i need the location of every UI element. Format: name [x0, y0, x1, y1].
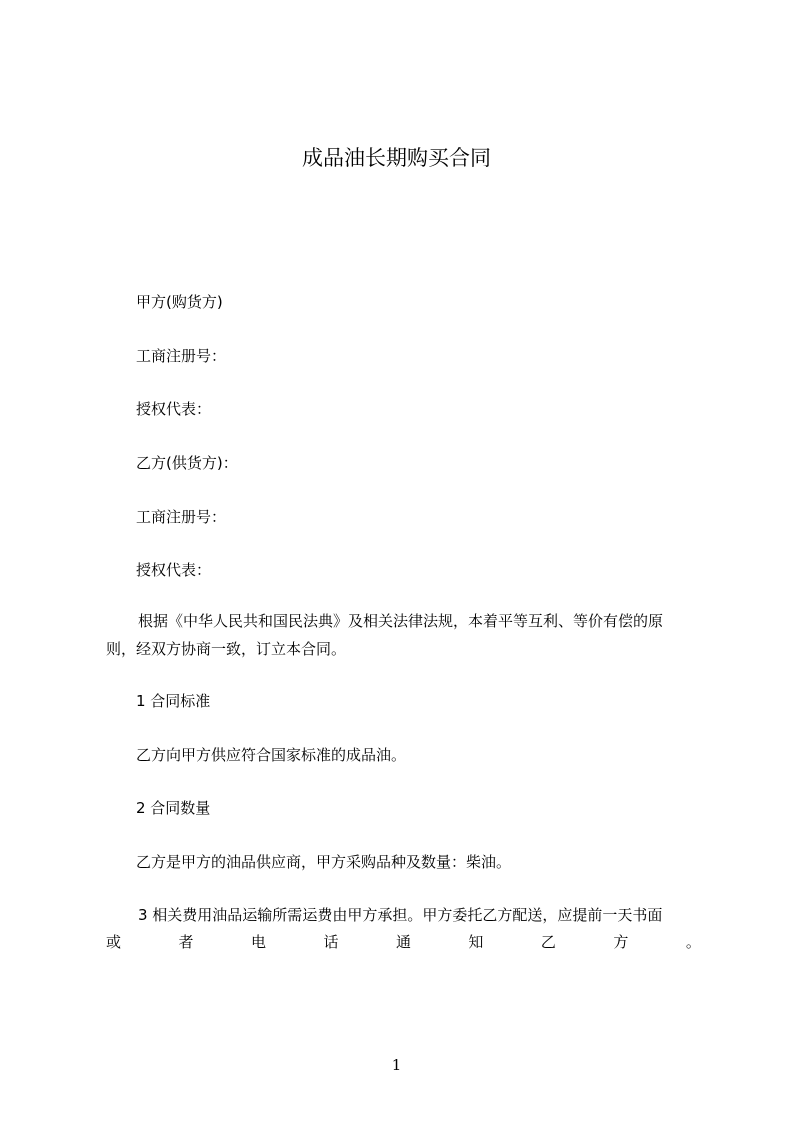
section-3-char: 方 [613, 933, 629, 951]
page-number: 1 [391, 1056, 402, 1074]
preamble-paragraph [106, 607, 701, 663]
section-3-char: 知 [468, 933, 484, 951]
party-b-representative-label: 授权代表： [136, 561, 212, 579]
section-1-text: 乙方向甲方供应符合国家标准的成品油。 [136, 746, 407, 764]
section-3-char: 或 [106, 933, 122, 951]
section-1-heading: 1 合同标准 [136, 692, 211, 710]
party-a-registration-label: 工商注册号： [136, 347, 227, 365]
party-a-label: 甲方(购货方) [136, 293, 223, 311]
preamble-line-1: 根据《中华人民共和国民法典》及相关法律法规，本着平等互利、等价有偿的原 [138, 612, 664, 630]
section-3-char: 话 [323, 933, 339, 951]
section-2-text: 乙方是甲方的油品供应商，甲方采购品种及数量：柴油。 [136, 853, 512, 871]
preamble-line-2: 则，经双方协商一致，订立本合同。 [106, 640, 347, 658]
party-a-representative-label: 授权代表： [136, 400, 212, 418]
section-3-char: 乙 [540, 933, 556, 951]
section-2-heading: 2 合同数量 [136, 799, 211, 817]
section-3-line-1: 3 相关费用油品运输所需运费由甲方承担。甲方委托乙方配送，应提前一天书面 [138, 906, 663, 924]
section-3-line-2 [106, 932, 701, 952]
section-3-char: 。 [685, 933, 701, 951]
party-b-label: 乙方(供货方)： [136, 454, 238, 472]
section-3-char: 者 [178, 933, 194, 951]
document-title: 成品油长期购买合同 [302, 146, 491, 170]
section-3-char: 通 [395, 933, 411, 951]
section-3-paragraph [106, 901, 701, 929]
party-b-registration-label: 工商注册号： [136, 508, 227, 526]
section-3-char: 电 [250, 933, 266, 951]
